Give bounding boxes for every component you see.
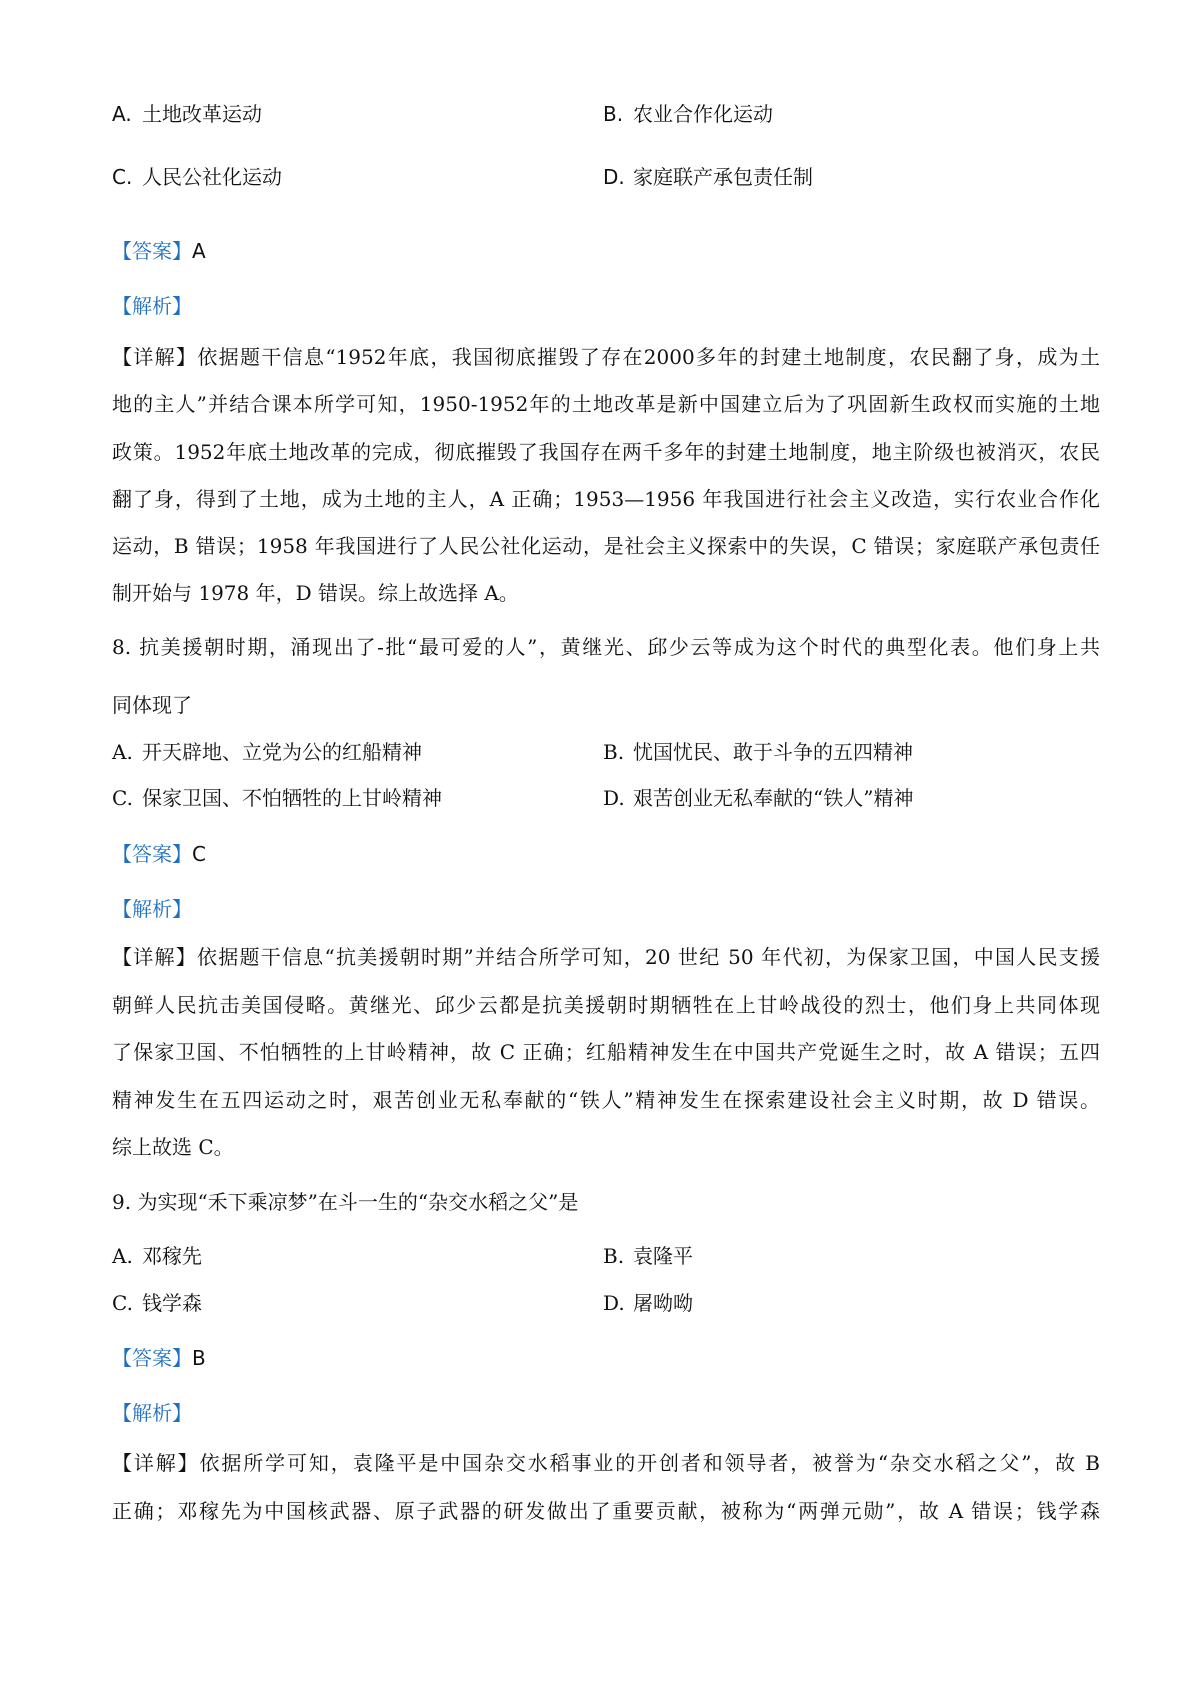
q7-detail-line-4: 翻了身，得到了土地，成为土地的主人，A 正确；1953—1956 年我国进行社会主义改造，实行农业合作化 <box>112 487 1100 511</box>
option-letter: B. <box>603 102 624 126</box>
option-letter: D. <box>603 165 625 189</box>
option-text: 农业合作化运动 <box>633 102 773 126</box>
detail-text: 依据题干信息“1952年底，我国彻底摧毁了存在2000多年的封建土地制度，农民翻了身，成为土 <box>197 345 1100 369</box>
q7-option-d <box>603 165 813 189</box>
q8-detail-line-5: 综上故选 C。 <box>112 1135 234 1159</box>
answer-tag: 【答案】 <box>112 842 192 866</box>
q8-detail-line-4: 精神发生在五四运动之时，艰苦创业无私奉献的“铁人”精神发生在探索建设社会主义时期，故 D 错误。 <box>112 1088 1100 1112</box>
q9-option-b <box>603 1244 693 1268</box>
q7-detail-line-3: 政策。1952年底土地改革的完成，彻底摧毁了我国存在两千多年的封建土地制度，地主阶级也被消灭，农民 <box>112 440 1100 464</box>
answer-tag: 【答案】 <box>112 1346 192 1370</box>
q7-detail-line-6: 制开始与 1978 年，D 错误。综上故选择 A。 <box>112 581 519 605</box>
q9-stem: 9. 为实现“禾下乘凉梦”在斗一生的“杂交水稻之父”是 <box>112 1190 579 1214</box>
q8-detail-line-2: 朝鲜人民抗击美国侵略。黄继光、邱少云都是抗美援朝时期牺牲在上甘岭战役的烈士，他们身上共同体现 <box>112 993 1100 1017</box>
option-text: 保家卫国、不怕牺牲的上甘岭精神 <box>142 786 442 810</box>
q7-option-c <box>112 165 282 189</box>
q8-answer <box>112 842 1100 866</box>
option-text: 邓稼先 <box>142 1244 202 1268</box>
option-letter: A. <box>112 102 132 126</box>
q8-detail-line-1 <box>112 945 1100 969</box>
q9-option-d <box>603 1291 693 1315</box>
detail-tag: 【详解】 <box>112 345 198 369</box>
q8-detail-line-3: 了保家卫国、不怕牺牲的上甘岭精神，故 C 正确；红船精神发生在中国共产党诞生之时，故 A 错误；五四 <box>112 1040 1100 1064</box>
option-text: 家庭联产承包责任制 <box>633 165 813 189</box>
option-text: 屠呦呦 <box>633 1291 693 1315</box>
analysis-tag: 【解析】 <box>112 897 192 921</box>
q7-detail-line-5: 运动，B 错误；1958 年我国进行了人民公社化运动，是社会主义探索中的失误，C 错误；家庭联产承包责任 <box>112 534 1100 558</box>
q8-option-a <box>112 740 422 764</box>
answer-value: B <box>192 1346 206 1370</box>
q7-answer <box>112 239 1100 263</box>
q8-option-d <box>603 786 913 810</box>
option-letter: B. <box>603 1244 625 1268</box>
q8-option-c <box>112 786 442 810</box>
detail-text: 依据题干信息“抗美援朝时期”并结合所学可知，20 世纪 50 年代初，为保家卫国，中国人民支援 <box>197 945 1100 969</box>
analysis-tag: 【解析】 <box>112 294 192 318</box>
analysis-tag: 【解析】 <box>112 1401 192 1425</box>
q8-analysis-heading <box>112 897 1100 921</box>
q8-option-b <box>603 740 913 764</box>
option-letter: C. <box>112 786 133 810</box>
option-text: 忧国忧民、敢于斗争的五四精神 <box>633 740 913 764</box>
option-letter: A. <box>112 1244 133 1268</box>
q9-answer <box>112 1346 1100 1370</box>
q9-option-a <box>112 1244 202 1268</box>
q9-option-c <box>112 1291 202 1315</box>
option-letter: C. <box>112 1291 133 1315</box>
option-text: 土地改革运动 <box>142 102 262 126</box>
q7-option-a <box>112 102 262 126</box>
option-text: 袁隆平 <box>633 1244 693 1268</box>
q9-analysis-heading <box>112 1401 1100 1425</box>
option-text: 钱学森 <box>142 1291 202 1315</box>
option-letter: C. <box>112 165 133 189</box>
option-letter: A. <box>112 740 133 764</box>
option-text: 人民公社化运动 <box>142 165 282 189</box>
q8-stem-line-2: 同体现了 <box>112 693 192 717</box>
answer-value: C <box>192 842 206 866</box>
q9-detail-line-2: 正确；邓稼先为中国核武器、原子武器的研发做出了重要贡献，被称为“两弹元勋”，故 A 错误；钱学森 <box>112 1499 1100 1523</box>
q7-option-b <box>603 102 773 126</box>
option-letter: D. <box>603 786 625 810</box>
q7-analysis-heading <box>112 294 1100 318</box>
detail-text: 依据所学可知，袁隆平是中国杂交水稻事业的开创者和领导者，被誉为“杂交水稻之父”，故 B <box>199 1451 1100 1475</box>
option-letter: B. <box>603 740 625 764</box>
q7-detail-line-2: 地的主人”并结合课本所学可知，1950-1952年的土地改革是新中国建立后为了巩固新生政权而实施的土地 <box>112 392 1100 416</box>
q8-stem-line-1: 8. 抗美援朝时期，涌现出了-批“最可爱的人”，黄继光、邱少云等成为这个时代的典型化表。他们身上共 <box>112 635 1100 659</box>
option-letter: D. <box>603 1291 625 1315</box>
detail-tag: 【详解】 <box>112 1451 200 1475</box>
detail-tag: 【详解】 <box>112 945 198 969</box>
answer-value: A <box>192 239 206 263</box>
q7-detail-line-1 <box>112 345 1100 369</box>
option-text: 艰苦创业无私奉献的“铁人”精神 <box>633 786 914 810</box>
option-text: 开天辟地、立党为公的红船精神 <box>142 740 422 764</box>
q9-detail-line-1 <box>112 1451 1100 1475</box>
answer-tag: 【答案】 <box>112 239 192 263</box>
